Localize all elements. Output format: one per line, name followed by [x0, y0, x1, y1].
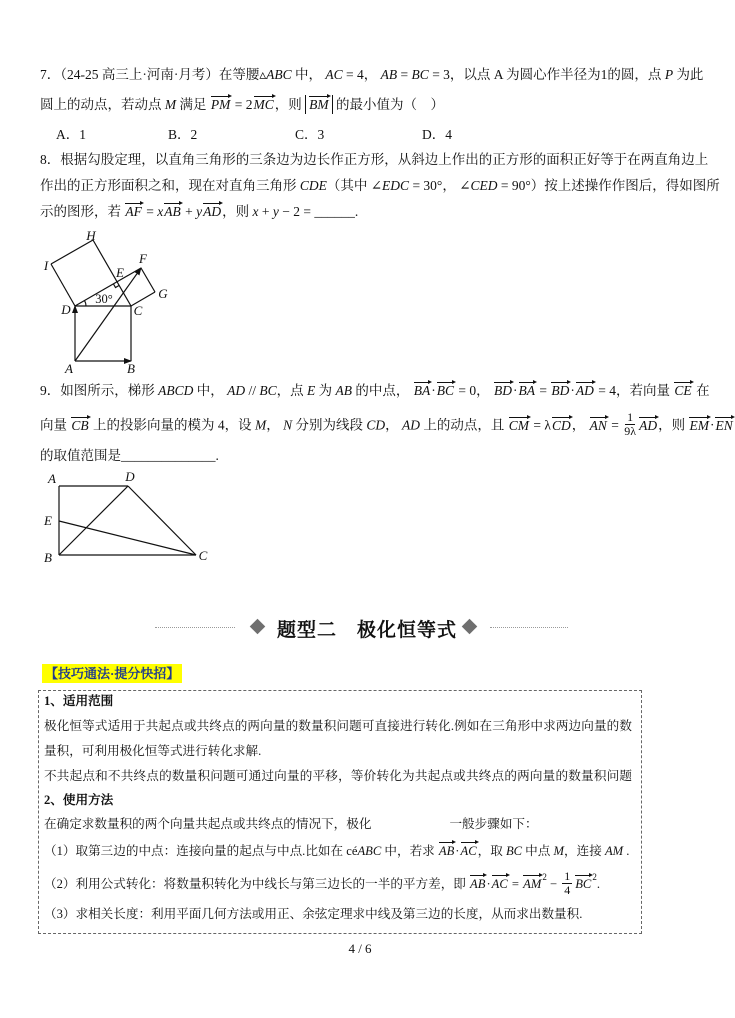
text-run: 中，	[193, 383, 228, 398]
math-symbol: BC	[259, 383, 277, 398]
label-e: E	[116, 264, 124, 280]
math-symbol: AD	[402, 417, 421, 433]
box-line	[44, 741, 261, 761]
q7-option-a[interactable]: A．1	[56, 127, 86, 142]
text-run: +	[258, 204, 273, 219]
text-run: ，则	[222, 204, 253, 219]
label-d: D	[61, 301, 71, 317]
vector: CE	[674, 383, 692, 398]
text-run: ，	[385, 417, 403, 433]
text-run: ·	[431, 383, 436, 398]
fraction	[624, 411, 636, 438]
text-run: ，	[571, 417, 589, 433]
denominator: 9λ	[624, 424, 637, 438]
segment-dc	[128, 486, 196, 555]
box-step-3	[44, 904, 582, 924]
vector: AN	[589, 417, 607, 433]
text-run: 为	[315, 383, 336, 398]
label-angle: 30°	[95, 291, 113, 306]
text-run: = 4，	[342, 67, 381, 82]
text-run: 示的图形，若	[40, 204, 125, 219]
fraction	[562, 870, 572, 897]
label-i: I	[43, 257, 49, 273]
vector: AD	[639, 417, 658, 433]
label-c: C	[133, 302, 143, 318]
numerator: 1	[627, 410, 634, 424]
text-run: =	[536, 383, 551, 398]
math-symbol: x	[252, 204, 259, 219]
text-run: ，连接	[564, 844, 605, 858]
math-symbol: AB	[335, 383, 353, 398]
label-f: F	[139, 250, 147, 266]
text-run: 上的投影向量的模为 4，设	[89, 417, 256, 433]
box-line	[44, 814, 538, 834]
text-run: 的取值范围是	[40, 448, 121, 463]
q9-line-2	[40, 410, 733, 438]
label-a: A	[65, 360, 73, 376]
text-run: 中点	[522, 844, 554, 858]
text-run: ______	[314, 204, 355, 219]
math-symbol: ABCD	[158, 383, 194, 398]
text-run: 的中点，	[352, 383, 413, 398]
math-symbol: ABC	[266, 67, 292, 82]
text-run: =	[508, 877, 523, 892]
text-run: = 2	[231, 97, 253, 112]
vector: AD	[203, 204, 222, 219]
text-run: ，则	[274, 97, 306, 112]
diamond-icon	[250, 619, 266, 635]
segment-ch	[93, 240, 131, 306]
text-run: ·	[513, 383, 518, 398]
segment-ec	[59, 521, 196, 555]
text-run: =	[142, 204, 158, 219]
vector: BA	[413, 383, 431, 398]
angle-arc	[85, 301, 87, 307]
heading-divider-right	[490, 627, 568, 628]
math-symbol: y	[196, 204, 203, 219]
vector-af	[75, 268, 141, 361]
text-run: （2）利用公式转化：将数量积转化为中线长与第三边长的一半的平方差，即	[44, 877, 470, 892]
vector: CD	[551, 417, 571, 433]
vector: AM	[523, 874, 541, 891]
text-run: +	[181, 204, 197, 219]
box-step-1	[44, 841, 629, 861]
text-run: .	[596, 877, 600, 892]
text-run: =	[397, 67, 412, 82]
vector: AB	[439, 841, 454, 858]
vector: BC	[575, 874, 591, 891]
math-symbol: E	[307, 383, 316, 398]
q9-line-1	[40, 381, 710, 401]
segment-id	[51, 264, 75, 306]
section-heading	[0, 612, 720, 644]
vector: MC	[253, 97, 274, 112]
text-run: 满足	[176, 97, 210, 112]
text-run: − 2 =	[278, 204, 315, 219]
text-run: ·	[570, 383, 575, 398]
box-line	[44, 716, 632, 736]
text-run: = 4，若向量	[594, 383, 674, 398]
math-symbol: M	[164, 97, 177, 112]
text-run: = λ	[530, 417, 551, 433]
text-run: 7．（24-25 高三上·河南·月考）在等腰	[40, 67, 260, 82]
text-run: ，	[266, 417, 284, 433]
math-symbol: ABC	[357, 844, 382, 858]
box-heading-1	[44, 691, 113, 711]
diamond-icon	[462, 619, 478, 635]
tips-tag: 【技巧通法·提分快招】	[42, 664, 182, 683]
text-run: 在确定求数量积的两个向量共起点或共终点的情况下，极化	[44, 817, 372, 831]
text-run: 为此	[673, 67, 704, 82]
vector: AC	[461, 841, 477, 858]
label-b: B	[127, 360, 135, 376]
math-symbol: AB	[380, 67, 398, 82]
text-run: ·	[709, 417, 715, 433]
text-run: 向量	[40, 417, 71, 433]
vector: AF	[125, 204, 142, 219]
vector: BA	[518, 383, 536, 398]
heading-divider-left	[155, 627, 235, 628]
denominator: 4	[564, 882, 571, 897]
segment-df	[75, 268, 141, 306]
page-number: 4 / 6	[348, 941, 372, 956]
text-run: 量积，可利用极化恒等式进行转化求解.	[44, 744, 262, 758]
segment-gc	[131, 292, 155, 306]
text-run: = 90°）按上述操作作图后，得如图所	[497, 178, 720, 193]
text-run: ·	[486, 877, 491, 892]
text-run: 的最小值为（ ）	[332, 97, 444, 112]
math-symbol: CD	[366, 417, 386, 433]
math-symbol: y	[272, 204, 279, 219]
q7-option-c[interactable]: C．3	[295, 127, 325, 142]
text-run: ▵	[259, 67, 267, 82]
redacted-region	[371, 814, 449, 828]
label-a: A	[48, 470, 56, 486]
exponent: 2	[542, 872, 547, 882]
math-symbol: ∠CED	[459, 178, 498, 193]
text-run: 不共起点和不共终点的数量积问题可通过向量的平移，等价转化为共起点或共终点的两向量的数量积问题	[44, 769, 632, 783]
text-run: 分别为线段	[292, 417, 367, 433]
vector: AB	[470, 874, 485, 891]
vector: CB	[71, 417, 89, 433]
vector: BC	[436, 383, 455, 398]
math-symbol: M	[553, 844, 565, 858]
math-symbol: AD	[227, 383, 246, 398]
q8-line-1	[40, 150, 709, 170]
box-heading-2	[44, 790, 113, 810]
text-run: 1、适用范围	[44, 694, 114, 708]
label-g: G	[158, 285, 168, 301]
q9-line-3	[40, 446, 219, 466]
vector: PM	[210, 97, 231, 112]
segment-hi	[51, 240, 93, 264]
vector: BM	[309, 97, 329, 112]
text-run: ，则	[658, 417, 689, 433]
label-d: D	[125, 468, 135, 484]
vector: AC	[492, 874, 508, 891]
text-run: ·	[455, 844, 460, 858]
text-run: ，取	[477, 844, 506, 858]
text-run: 上的动点，且	[420, 417, 508, 433]
text-run: 一般步骤如下：	[449, 817, 538, 831]
text-run: （3）求相关长度：利用平面几何方法或用正、余弦定理求中线及第三边的长度，从而求出数量积.	[44, 907, 583, 921]
box-step-2	[44, 868, 600, 897]
vector: EM	[689, 417, 709, 433]
q7-option-d[interactable]: D．4	[422, 127, 452, 142]
text-run: = 30°，	[409, 178, 460, 193]
math-symbol: M	[255, 417, 267, 433]
vector: BD	[551, 383, 570, 398]
text-run: （其中	[326, 178, 371, 193]
math-symbol: AC	[325, 67, 343, 82]
text-run: 中，若求	[381, 844, 438, 858]
math-symbol: x	[157, 204, 164, 219]
text-run: （1）取第三边的中点：连接向量的起点与中点.比如在	[44, 844, 347, 858]
text-run: = 3，以点 A 为圆心作半径为1的圆，点	[428, 67, 665, 82]
q7-line-1	[40, 65, 704, 85]
numerator: 1	[564, 868, 571, 883]
math-symbol: CDE	[299, 178, 327, 193]
math-symbol: BC	[505, 844, 523, 858]
text-run: .	[215, 448, 219, 463]
text-run: 中，	[291, 67, 326, 82]
text-run: ______________	[121, 448, 216, 463]
label-c: C	[198, 547, 208, 563]
label-b: B	[44, 549, 52, 565]
text-run: .	[623, 844, 630, 858]
text-run: 2、使用方法	[44, 793, 114, 807]
text-run: 在	[692, 383, 710, 398]
text-run: ，点	[276, 383, 308, 398]
text-run: =	[607, 417, 623, 433]
q7-line-2	[40, 95, 444, 115]
text-run: 9．如图所示，梯形	[40, 383, 159, 398]
text-run: −	[546, 877, 561, 892]
vector-magnitude	[305, 95, 333, 114]
vector: EN	[715, 417, 733, 433]
text-run: cé	[346, 844, 358, 858]
vector: CM	[508, 417, 530, 433]
math-symbol: BC	[411, 67, 429, 82]
vector: BD	[494, 383, 513, 398]
label-h: H	[86, 227, 96, 243]
section-title: 题型二 极化恒等式	[277, 619, 458, 641]
text-run: .	[354, 204, 359, 219]
right-angle-mark	[114, 284, 120, 288]
math-symbol: N	[283, 417, 293, 433]
q7-option-b[interactable]: B．2	[168, 127, 198, 142]
text-run: 极化恒等式适用于共起点或共终点的两向量的数量积问题可直接进行转化.例如在三角形中求两边向量的数	[44, 719, 632, 733]
tips-box	[38, 690, 642, 934]
q8-line-2	[40, 176, 720, 196]
vector: AB	[164, 204, 181, 219]
exponent: 2	[592, 872, 597, 882]
text-run: 8．根据勾股定理，以直角三角形的三条边为边长作正方形，从斜边上作出的正方形的面积正好等于在两直角边上	[40, 152, 709, 167]
math-symbol: P	[664, 67, 674, 82]
text-run: 圆上的动点，若动点	[40, 97, 165, 112]
label-e: E	[44, 512, 52, 528]
segment-fg	[141, 268, 155, 292]
text-run: 作出的正方形面积之和，现在对直角三角形	[40, 178, 300, 193]
q8-line-3	[40, 202, 358, 222]
box-line	[44, 766, 632, 786]
text-run: //	[245, 383, 260, 398]
math-symbol: AM	[604, 844, 624, 858]
text-run: = 0，	[455, 383, 494, 398]
segment-bd	[59, 486, 128, 555]
vector: AD	[575, 383, 594, 398]
math-symbol: ∠EDC	[370, 178, 410, 193]
